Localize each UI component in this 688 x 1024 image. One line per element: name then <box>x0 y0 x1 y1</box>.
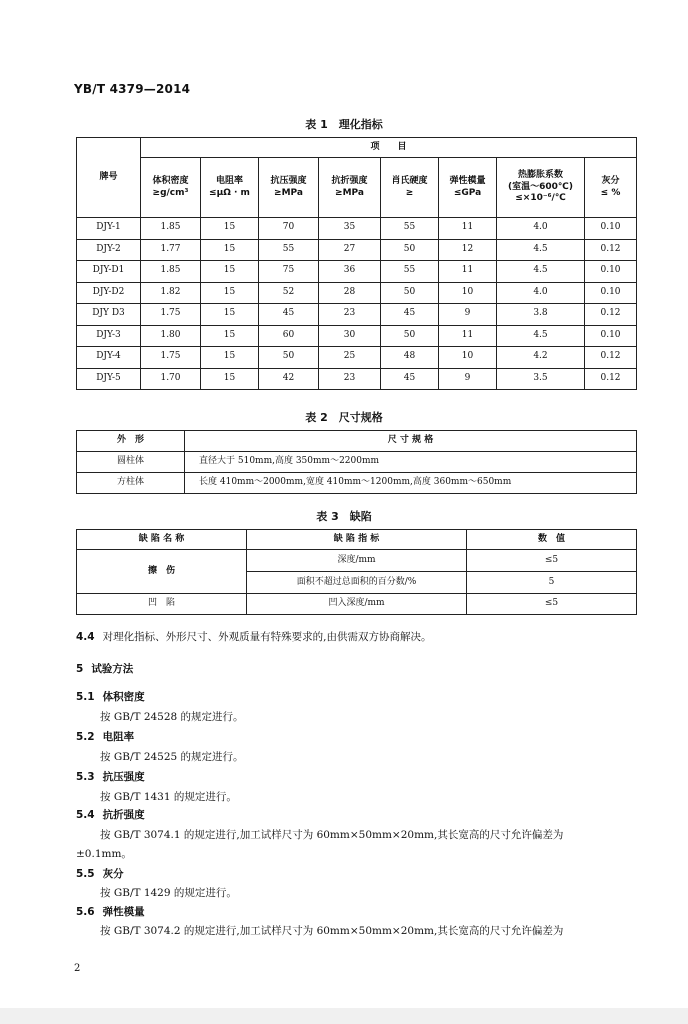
value-cell: 42 <box>259 368 319 390</box>
value-cell: 0.12 <box>585 347 637 369</box>
header-shore-hardness: 肖氏硬度 ≥ <box>381 158 439 218</box>
scratch-area-label: 面积不超过总面积的百分数/% <box>247 572 467 594</box>
bottom-band <box>0 1008 688 1024</box>
dent-depth-value: ≤5 <box>467 594 637 615</box>
value-cell: 45 <box>381 368 439 390</box>
value-cell: 1.82 <box>141 282 201 304</box>
grade-cell: DJY-D1 <box>77 261 141 283</box>
table-row <box>77 282 637 304</box>
header-ash: 灰分 ≤ % <box>585 158 637 218</box>
value-cell: 28 <box>319 282 381 304</box>
value-cell: 0.10 <box>585 218 637 240</box>
value-cell: 1.70 <box>141 368 201 390</box>
value-cell: 1.85 <box>141 261 201 283</box>
clause-5-4-title: 5.4 抗折强度 <box>76 809 145 821</box>
clause-5-2-body: 按 GB/T 24525 的规定进行。 <box>100 751 244 763</box>
scratch-depth-label: 深度/mm <box>247 550 467 572</box>
table-row <box>77 218 637 240</box>
header-flexural-strength: 抗折强度 ≥MPa <box>319 158 381 218</box>
value-cell: 0.10 <box>585 325 637 347</box>
value-cell: 60 <box>259 325 319 347</box>
header-value: 数 值 <box>467 530 637 550</box>
value-cell: 4.5 <box>497 261 585 283</box>
section-5-heading: 5 试验方法 <box>76 663 134 675</box>
defect-scratch: 擦 伤 <box>77 550 247 594</box>
header-bulk-density: 体积密度 ≥g/cm³ <box>141 158 201 218</box>
value-cell: 4.5 <box>497 239 585 261</box>
defect-dent: 凹 陷 <box>77 594 247 615</box>
value-cell: 1.80 <box>141 325 201 347</box>
grade-cell: DJY-5 <box>77 368 141 390</box>
scratch-depth-value: ≤5 <box>467 550 637 572</box>
shape-cylinder: 圆柱体 <box>77 452 185 473</box>
value-cell: 30 <box>319 325 381 347</box>
value-cell: 4.2 <box>497 347 585 369</box>
value-cell: 55 <box>381 261 439 283</box>
spec-cylinder: 直径大于 510mm,高度 350mm～2200mm <box>185 452 637 473</box>
value-cell: 3.8 <box>497 304 585 326</box>
value-cell: 1.75 <box>141 304 201 326</box>
value-cell: 15 <box>201 239 259 261</box>
value-cell: 0.12 <box>585 304 637 326</box>
header-compressive-strength: 抗压强度 ≥MPa <box>259 158 319 218</box>
table-row <box>77 347 637 369</box>
value-cell: 11 <box>439 218 497 240</box>
value-cell: 55 <box>259 239 319 261</box>
grade-cell: DJY-4 <box>77 347 141 369</box>
value-cell: 15 <box>201 347 259 369</box>
value-cell: 9 <box>439 304 497 326</box>
header-shape: 外 形 <box>77 431 185 452</box>
value-cell: 4.0 <box>497 282 585 304</box>
header-grade: 牌号 <box>77 138 141 218</box>
clause-5-6-body: 按 GB/T 3074.2 的规定进行,加工试样尺寸为 60mm×50mm×20mm,其长宽高的尺寸允许偏差为 <box>100 925 564 937</box>
table-dimensions <box>76 430 637 494</box>
value-cell: 55 <box>381 218 439 240</box>
header-defect-index: 缺 陷 指 标 <box>247 530 467 550</box>
value-cell: 52 <box>259 282 319 304</box>
value-cell: 27 <box>319 239 381 261</box>
spec-square-column: 长度 410mm～2000mm,宽度 410mm～1200mm,高度 360mm～650mm <box>185 473 637 494</box>
value-cell: 23 <box>319 304 381 326</box>
dent-depth-label: 凹入深度/mm <box>247 594 467 615</box>
header-resistivity: 电阻率 ≤μΩ · m <box>201 158 259 218</box>
value-cell: 15 <box>201 218 259 240</box>
value-cell: 15 <box>201 282 259 304</box>
page-number: 2 <box>74 963 81 974</box>
value-cell: 0.12 <box>585 368 637 390</box>
table2-caption: 表 2 尺寸规格 <box>305 411 383 424</box>
value-cell: 70 <box>259 218 319 240</box>
table1-caption: 表 1 理化指标 <box>305 118 383 131</box>
grade-cell: DJY-3 <box>77 325 141 347</box>
value-cell: 15 <box>201 325 259 347</box>
value-cell: 10 <box>439 347 497 369</box>
value-cell: 0.10 <box>585 282 637 304</box>
value-cell: 3.5 <box>497 368 585 390</box>
value-cell: 11 <box>439 325 497 347</box>
value-cell: 4.5 <box>497 325 585 347</box>
value-cell: 9 <box>439 368 497 390</box>
value-cell: 12 <box>439 239 497 261</box>
clause-5-3-title: 5.3 抗压强度 <box>76 771 145 783</box>
table3-caption: 表 3 缺陷 <box>316 510 372 523</box>
table-defects <box>76 529 637 615</box>
header-size-spec: 尺 寸 规 格 <box>185 431 637 452</box>
clause-4-4: 4.4 对理化指标、外形尺寸、外观质量有特殊要求的,由供需双方协商解决。 <box>76 631 432 643</box>
value-cell: 50 <box>259 347 319 369</box>
scratch-area-value: 5 <box>467 572 637 594</box>
value-cell: 0.10 <box>585 261 637 283</box>
table-row <box>77 325 637 347</box>
header-thermal-expansion: 热膨胀系数 (室温～600℃) ≤×10⁻⁶/℃ <box>497 158 585 218</box>
value-cell: 23 <box>319 368 381 390</box>
value-cell: 4.0 <box>497 218 585 240</box>
grade-cell: DJY-1 <box>77 218 141 240</box>
table-row <box>77 239 637 261</box>
grade-cell: DJY-2 <box>77 239 141 261</box>
value-cell: 50 <box>381 325 439 347</box>
header-elastic-modulus: 弹性模量 ≤GPa <box>439 158 497 218</box>
value-cell: 50 <box>381 282 439 304</box>
value-cell: 35 <box>319 218 381 240</box>
value-cell: 36 <box>319 261 381 283</box>
value-cell: 1.75 <box>141 347 201 369</box>
shape-square-column: 方柱体 <box>77 473 185 494</box>
header-defect-name: 缺 陷 名 称 <box>77 530 247 550</box>
grade-cell: DJY-D2 <box>77 282 141 304</box>
clause-5-3-body: 按 GB/T 1431 的规定进行。 <box>100 791 237 803</box>
clause-5-6-title: 5.6 弹性模量 <box>76 906 145 918</box>
value-cell: 0.12 <box>585 239 637 261</box>
clause-5-4-body: 按 GB/T 3074.1 的规定进行,加工试样尺寸为 60mm×50mm×20mm,其长宽高的尺寸允许偏差为 <box>100 829 564 841</box>
value-cell: 50 <box>381 239 439 261</box>
value-cell: 75 <box>259 261 319 283</box>
value-cell: 15 <box>201 368 259 390</box>
table-physical-chemical <box>76 137 637 390</box>
table-row <box>77 261 637 283</box>
header-items: 项 目 <box>141 138 637 158</box>
value-cell: 48 <box>381 347 439 369</box>
clause-5-5-body: 按 GB/T 1429 的规定进行。 <box>100 887 237 899</box>
clause-5-4-body-cont: ±0.1mm。 <box>76 848 132 860</box>
value-cell: 45 <box>259 304 319 326</box>
value-cell: 15 <box>201 304 259 326</box>
table-row <box>77 304 637 326</box>
value-cell: 15 <box>201 261 259 283</box>
value-cell: 1.85 <box>141 218 201 240</box>
value-cell: 25 <box>319 347 381 369</box>
table-row <box>77 368 637 390</box>
value-cell: 10 <box>439 282 497 304</box>
clause-5-2-title: 5.2 电阻率 <box>76 731 135 743</box>
document-code: YB/T 4379—2014 <box>74 82 191 96</box>
value-cell: 45 <box>381 304 439 326</box>
value-cell: 1.77 <box>141 239 201 261</box>
clause-5-1-body: 按 GB/T 24528 的规定进行。 <box>100 711 244 723</box>
grade-cell: DJY D3 <box>77 304 141 326</box>
clause-5-1-title: 5.1 体积密度 <box>76 691 145 703</box>
clause-5-5-title: 5.5 灰分 <box>76 868 124 880</box>
value-cell: 11 <box>439 261 497 283</box>
